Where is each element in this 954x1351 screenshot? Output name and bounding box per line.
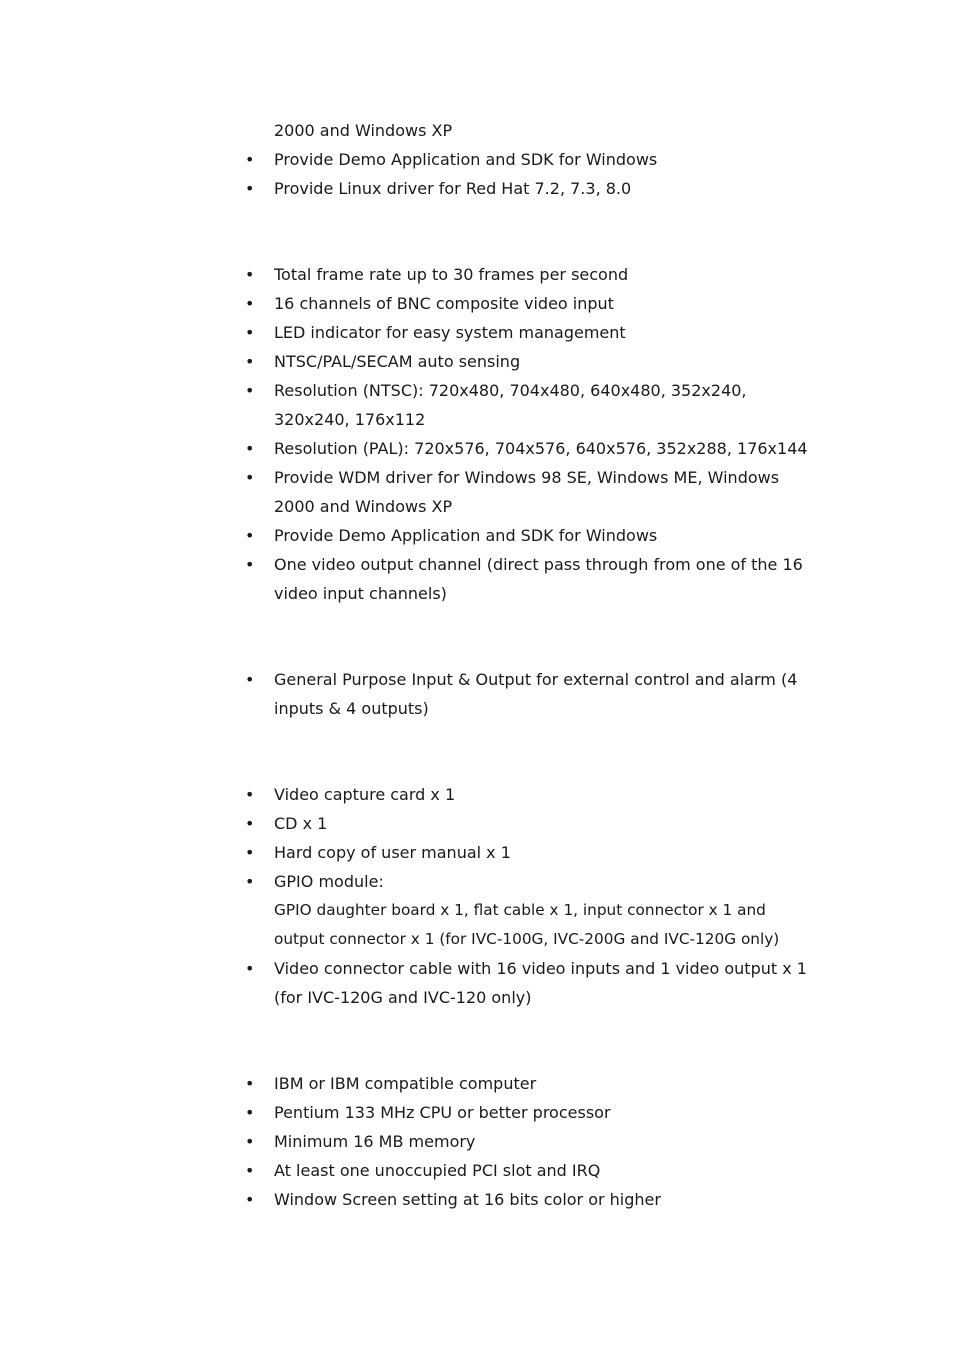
list-item-text: Provide WDM driver for Windows 98 SE, Windows ME, Windows 2000 and Windows XP bbox=[274, 468, 780, 516]
list-item bbox=[245, 665, 825, 723]
bullet-icon: • bbox=[245, 872, 255, 891]
list-item bbox=[245, 1156, 825, 1185]
bullet-icon: • bbox=[245, 468, 255, 487]
list-item bbox=[245, 954, 825, 1012]
list-item-text: Resolution (PAL): 720x576, 704x576, 640x576, 352x288, 176x144 bbox=[274, 439, 808, 458]
gpio-features-list bbox=[245, 665, 825, 723]
list-item-text: Provide Linux driver for Red Hat 7.2, 7.3, 8.0 bbox=[274, 179, 632, 198]
bullet-icon: • bbox=[245, 352, 255, 371]
bullet-icon: • bbox=[245, 1074, 255, 1093]
list-item-subtext: GPIO daughter board x 1, flat cable x 1, input connector x 1 and output connector x 1 (for IVC-100G, IVC-200G and IVC-120G only) bbox=[274, 901, 780, 948]
section-gap bbox=[245, 723, 825, 780]
list-item bbox=[245, 318, 825, 347]
bullet-icon: • bbox=[245, 959, 255, 978]
list-item-text: NTSC/PAL/SECAM auto sensing bbox=[274, 352, 521, 371]
list-item bbox=[245, 1069, 825, 1098]
list-item bbox=[245, 289, 825, 318]
list-item bbox=[245, 809, 825, 838]
system-requirements-list bbox=[245, 1069, 825, 1214]
bullet-icon: • bbox=[245, 381, 255, 400]
list-item bbox=[245, 376, 825, 434]
continuation-line bbox=[245, 116, 825, 145]
list-item bbox=[245, 145, 825, 174]
bullet-icon: • bbox=[245, 323, 255, 342]
bullet-icon: • bbox=[245, 1161, 255, 1180]
list-item bbox=[245, 1185, 825, 1214]
bullet-icon: • bbox=[245, 1103, 255, 1122]
list-item-text: Provide Demo Application and SDK for Windows bbox=[274, 526, 658, 545]
list-item bbox=[245, 780, 825, 809]
bullet-icon: • bbox=[245, 439, 255, 458]
list-item-text: Window Screen setting at 16 bits color or higher bbox=[274, 1190, 661, 1209]
list-item-text: Minimum 16 MB memory bbox=[274, 1132, 476, 1151]
list-item bbox=[245, 867, 825, 954]
list-item-text: Provide Demo Application and SDK for Windows bbox=[274, 150, 658, 169]
list-item bbox=[245, 550, 825, 608]
software-list bbox=[245, 145, 825, 203]
continuation-block bbox=[245, 116, 825, 145]
bullet-icon: • bbox=[245, 294, 255, 313]
bullet-icon: • bbox=[245, 265, 255, 284]
list-item-text: Video connector cable with 16 video inputs and 1 video output x 1 (for IVC-120G and IVC-120 only) bbox=[274, 959, 807, 1007]
bullet-icon: • bbox=[245, 555, 255, 574]
package-contents-list bbox=[245, 780, 825, 1012]
continuation-text: 2000 and Windows XP bbox=[274, 121, 453, 140]
list-item-text: One video output channel (direct pass through from one of the 16 video input channels) bbox=[274, 555, 803, 603]
list-item-text: Hard copy of user manual x 1 bbox=[274, 843, 511, 862]
list-item-text: 16 channels of BNC composite video input bbox=[274, 294, 614, 313]
list-item-text: At least one unoccupied PCI slot and IRQ bbox=[274, 1161, 601, 1180]
bullet-icon: • bbox=[245, 814, 255, 833]
list-item-text: Video capture card x 1 bbox=[274, 785, 456, 804]
list-item bbox=[245, 521, 825, 550]
bullet-icon: • bbox=[245, 526, 255, 545]
bullet-icon: • bbox=[245, 150, 255, 169]
page-content bbox=[245, 116, 825, 1214]
section-gap bbox=[245, 608, 825, 665]
list-item-text: Pentium 133 MHz CPU or better processor bbox=[274, 1103, 611, 1122]
list-item bbox=[245, 838, 825, 867]
list-item bbox=[245, 434, 825, 463]
section-gap bbox=[245, 1012, 825, 1069]
list-item-text: GPIO module: bbox=[274, 872, 384, 891]
list-item-text: General Purpose Input & Output for external control and alarm (4 inputs & 4 outputs) bbox=[274, 670, 798, 718]
bullet-icon: • bbox=[245, 670, 255, 689]
list-item bbox=[245, 260, 825, 289]
section-gap bbox=[245, 203, 825, 260]
list-item-text: CD x 1 bbox=[274, 814, 328, 833]
list-item bbox=[245, 1098, 825, 1127]
bullet-icon: • bbox=[245, 785, 255, 804]
bullet-icon: • bbox=[245, 843, 255, 862]
list-item-text: LED indicator for easy system management bbox=[274, 323, 626, 342]
list-item bbox=[245, 1127, 825, 1156]
list-item-text: IBM or IBM compatible computer bbox=[274, 1074, 537, 1093]
list-item-text: Resolution (NTSC): 720x480, 704x480, 640x480, 352x240, 320x240, 176x112 bbox=[274, 381, 747, 429]
bullet-icon: • bbox=[245, 179, 255, 198]
bullet-icon: • bbox=[245, 1190, 255, 1209]
video-features-list bbox=[245, 260, 825, 608]
list-item bbox=[245, 347, 825, 376]
list-item bbox=[245, 174, 825, 203]
bullet-icon: • bbox=[245, 1132, 255, 1151]
list-item bbox=[245, 463, 825, 521]
list-item-text: Total frame rate up to 30 frames per second bbox=[274, 265, 629, 284]
